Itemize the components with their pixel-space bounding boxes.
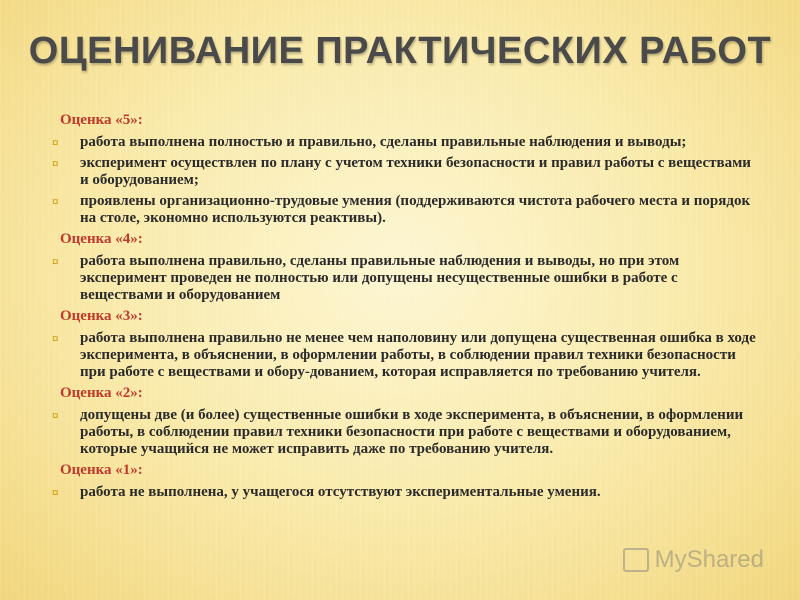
item-text: работа выполнена правильно не менее чем наполовину или допущена существенная ошибка в ходе эксперимента, в объяснении, в оформлении работы, в соблюдении правил техники безопасности при работе с веществами и обору-дованием, которая исправляется по требованию учителя. (80, 330, 756, 380)
section-grade-2 (48, 385, 760, 458)
grade-heading: Оценка «1»: (60, 462, 143, 478)
myshared-logo-icon (623, 548, 649, 572)
section-grade-4 (48, 231, 760, 304)
grade-heading: Оценка «3»: (60, 308, 143, 324)
section-grade-3 (48, 308, 760, 381)
item-text: работа не выполнена, у учащегося отсутствуют экспериментальные умения. (80, 484, 601, 500)
item-text: проявлены организационно-трудовые умения (поддерживаются чистота рабочего места и порядок на столе, экономно используются реактивы). (80, 193, 751, 226)
bullet-icon: ¤ (52, 254, 59, 269)
list-item (48, 407, 760, 458)
list-item (48, 134, 760, 151)
item-text: работа выполнена полностью и правильно, сделаны правильные наблюдения и выводы; (80, 134, 687, 150)
bullet-icon: ¤ (52, 408, 59, 423)
grade-heading: Оценка «5»: (60, 112, 143, 128)
list-item (48, 253, 760, 304)
grading-criteria (48, 112, 760, 505)
bullet-icon: ¤ (52, 135, 59, 150)
bullet-icon: ¤ (52, 194, 59, 209)
list-item (48, 193, 760, 227)
list-item (48, 155, 760, 189)
watermark (623, 546, 764, 574)
grade-heading: Оценка «2»: (60, 385, 143, 401)
list-item (48, 330, 760, 381)
bullet-icon: ¤ (52, 485, 59, 500)
bullet-icon: ¤ (52, 156, 59, 171)
grade-heading: Оценка «4»: (60, 231, 143, 247)
list-item (48, 484, 760, 501)
section-grade-1 (48, 462, 760, 501)
item-text: эксперимент осуществлен по плану с учетом техники безопасности и правил работы с веществами и оборудованием; (80, 155, 751, 188)
item-text: работа выполнена правильно, сделаны правильные наблюдения и выводы, но при этом эксперимент проведен не полностью или допущены несущественные ошибки в работе с веществами и оборудованием (80, 253, 680, 303)
slide-title: ОЦЕНИВАНИЕ ПРАКТИЧЕСКИХ РАБОТ (28, 30, 772, 72)
bullet-icon: ¤ (52, 331, 59, 346)
watermark-text: MyShared (654, 546, 764, 573)
section-grade-5 (48, 112, 760, 227)
item-text: допущены две (и более) существенные ошибки в ходе эксперимента, в объяснении, в оформлении работы, в соблюдении правил техники безопасности при работе с веществами и оборудованием, которые учащийся не может исправить даже по требованию учителя. (80, 407, 744, 457)
